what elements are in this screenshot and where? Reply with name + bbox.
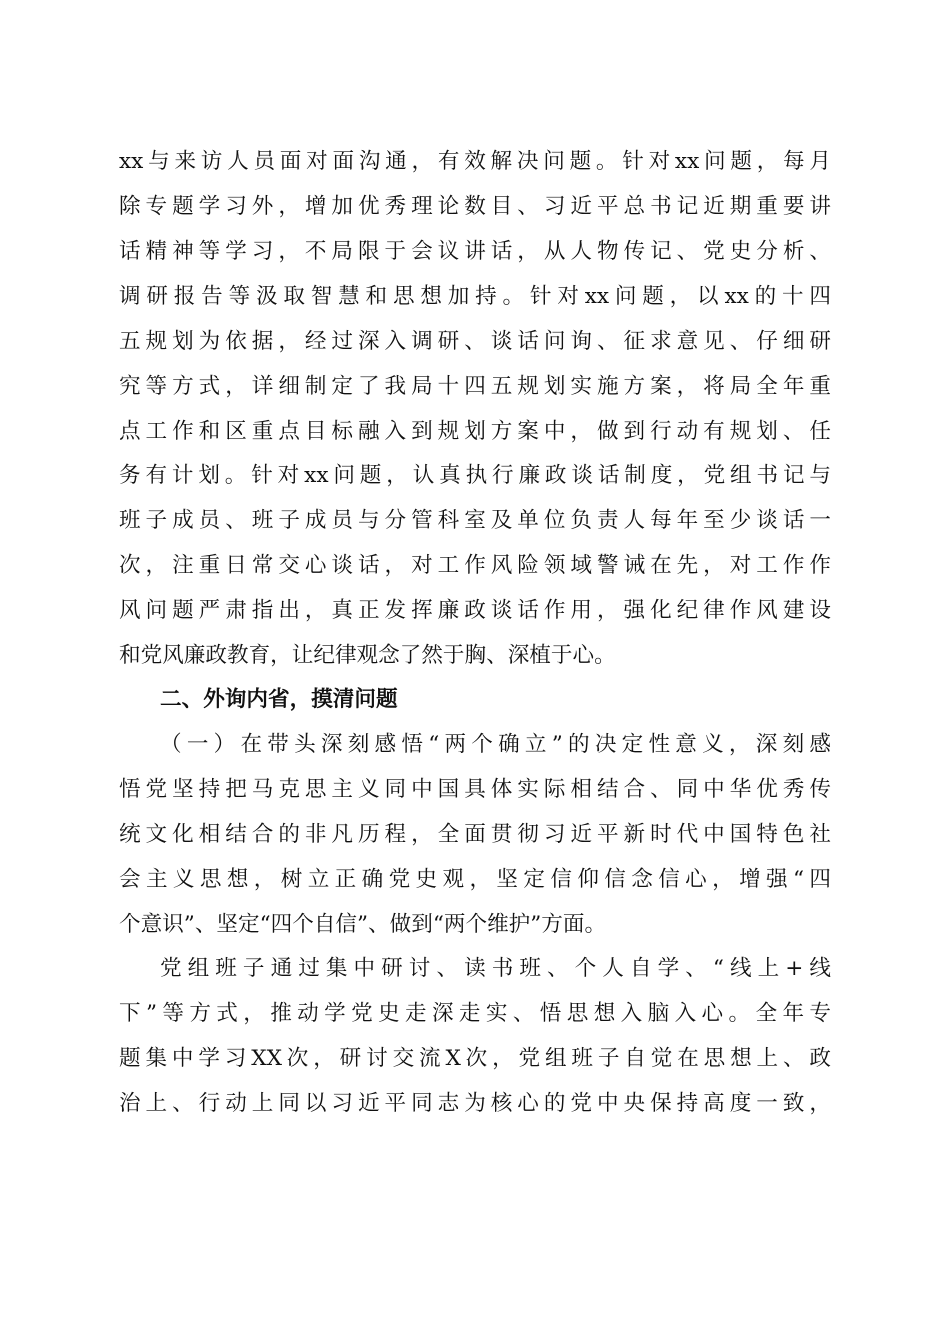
text-line: 下”等方式，推动学党史走深走实、悟思想入脑入心。全年专	[119, 1001, 831, 1026]
text-line: 务有计划。针对xx问题，认真执行廉政谈话制度，党组书记与	[119, 463, 831, 488]
text-line: （一）在带头深刻感悟“两个确立”的决定性意义，深刻感	[160, 732, 831, 757]
text-line: 话精神等学习，不局限于会议讲话，从人物传记、党史分析、	[119, 239, 831, 264]
text-line: 个意识”、坚定“四个自信”、做到“两个维护”方面。	[119, 912, 607, 937]
text-line: 统文化相结合的非凡历程，全面贯彻习近平新时代中国特色社	[119, 822, 831, 847]
text-line: 党组班子通过集中研讨、读书班、个人自学、“线上+线	[160, 956, 831, 981]
text-line: 和党风廉政教育，让纪律观念了然于胸、深植于心。	[119, 643, 616, 668]
text-line: 题集中学习XX次，研讨交流X次，党组班子自觉在思想上、政	[119, 1046, 831, 1071]
text-line: 除专题学习外，增加优秀理论数目、习近平总书记近期重要讲	[119, 194, 831, 219]
text-line: xx与来访人员面对面沟通，有效解决问题。针对xx问题，每月	[119, 149, 831, 174]
text-line: 点工作和区重点目标融入到规划方案中，做到行动有规划、任	[119, 419, 831, 444]
section-heading: 二、外询内省，摸清问题	[160, 687, 398, 712]
text-line: 五规划为依据，经过深入调研、谈话问询、征求意见、仔细研	[119, 329, 831, 354]
text-line: 调研报告等汲取智慧和思想加持。针对xx问题，以xx的十四	[119, 284, 831, 309]
text-line: 风问题严肃指出，真正发挥廉政谈话作用，强化纪律作风建设	[119, 598, 831, 623]
text-line: 究等方式，详细制定了我局十四五规划实施方案，将局全年重	[119, 374, 831, 399]
text-line: 班子成员、班子成员与分管科室及单位负责人每年至少谈话一	[119, 508, 831, 533]
text-line: 会主义思想，树立正确党史观，坚定信仰信念信心，增强“四	[119, 867, 831, 892]
text-line: 悟党坚持把马克思主义同中国具体实际相结合、同中华优秀传	[119, 777, 831, 802]
text-line: 治上、行动上同以习近平同志为核心的党中央保持高度一致，	[119, 1091, 831, 1116]
text-line: 次，注重日常交心谈话，对工作风险领域警诫在先，对工作作	[119, 553, 831, 578]
